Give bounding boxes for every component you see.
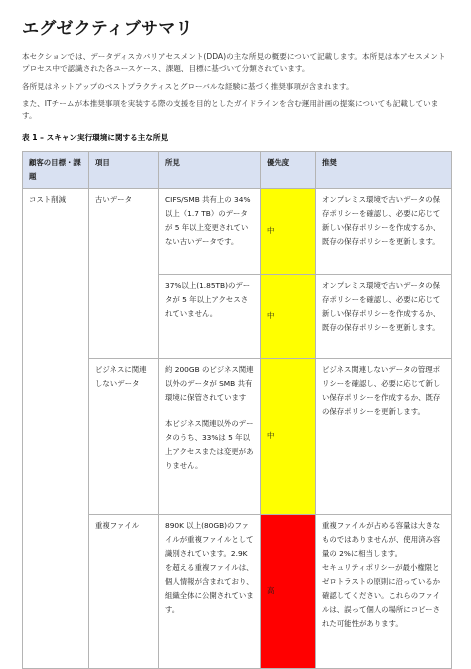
item-cell: 重複ファイル [89, 514, 159, 668]
table-header-row [23, 151, 452, 188]
header-goal: 顧客の目標・課題 [23, 151, 89, 188]
priority-cell: 高 [261, 514, 316, 668]
recommendation-cell: ビジネス関連しないデータの管理ポリシーを確認し、必要に応じて新しい保存ポリシーを作成するか、既存の保存ポリシーを更新します。 [316, 358, 452, 514]
recommendation-text-2: セキュリティポリシーが最小権限とゼロトラストの原則に沿っているか確認してください。これらのファイルは、誤って個人の場所にコピーされた可能性があります。 [322, 563, 441, 629]
table-caption: 表 1 – スキャン実行環境に関する主な所見 [22, 132, 169, 142]
item-cell: 古いデータ [89, 188, 159, 358]
finding-cell [159, 358, 261, 514]
finding-cell: CIFS/SMB 共有上の 34% 以上（1.7 TB）のデータが 5 年以上変更されていない古いデータです。 [159, 188, 261, 274]
header-recommendation: 推奨 [316, 151, 452, 188]
item-cell: ビジネスに関連しないデータ [89, 358, 159, 514]
finding-text-2: 本ビジネス関連以外のデータのうち、33%は 5 年以上アクセスまたは変更がありません。 [165, 419, 254, 471]
header-finding: 所見 [159, 151, 261, 188]
priority-cell: 中 [261, 274, 316, 358]
intro-paragraph-2: 各所見はネットアップのベストプラクティスとグローバルな経験に基づく推奨事項が含まれます。 [22, 81, 354, 91]
finding-cell: 37%以上(1.85TB)のデータが 5 年以上アクセスされていません。 [159, 274, 261, 358]
recommendation-text: 重複ファイルが占める容量は大きなものではありませんが、使用済み容量の 2%に相当します。 [322, 520, 441, 559]
header-item: 項目 [89, 151, 159, 188]
priority-cell: 中 [261, 188, 316, 274]
intro-paragraph-3: また、ITチームが本推奨事項を実装する際の支援を目的としたガイドラインを含む運用計画の提案についても記載しています。 [22, 99, 439, 121]
header-priority: 優先度 [261, 151, 316, 188]
recommendation-cell [316, 514, 452, 668]
finding-text: 約 200GB のビジネス関連以外のデータが SMB 共有環境に保管されています [165, 364, 254, 403]
goal-cell: コスト削減 [23, 188, 89, 668]
recommendation-cell: オンプレミス環境で古いデータの保存ポリシーを確認し、必要に応じて新しい保存ポリシーを作成するか、既存の保存ポリシーを更新します。 [316, 274, 452, 358]
priority-cell: 中 [261, 358, 316, 514]
page-title: エグゼクティブサマリ [22, 19, 193, 39]
finding-cell: 890K 以上(80GB)のファイルが重複ファイルとして識別されています。2.9K を超える重複ファイルは、個人情報が含まれており、組織全体に公開されています。 [159, 514, 261, 668]
table-row [23, 188, 452, 274]
findings-table [22, 151, 452, 669]
intro-paragraph-1: 本セクションでは、データディスカバリアセスメント(DDA)の主な所見の概要について記載します。本所見は本アセスメントプロセス中で認識された各ユースケース、課題、目標に基づいて分類されています。 [22, 52, 446, 73]
recommendation-cell: オンプレミス環境で古いデータの保存ポリシーを確認し、必要に応じて新しい保存ポリシーを作成するか、既存の保存ポリシーを更新します。 [316, 188, 452, 274]
